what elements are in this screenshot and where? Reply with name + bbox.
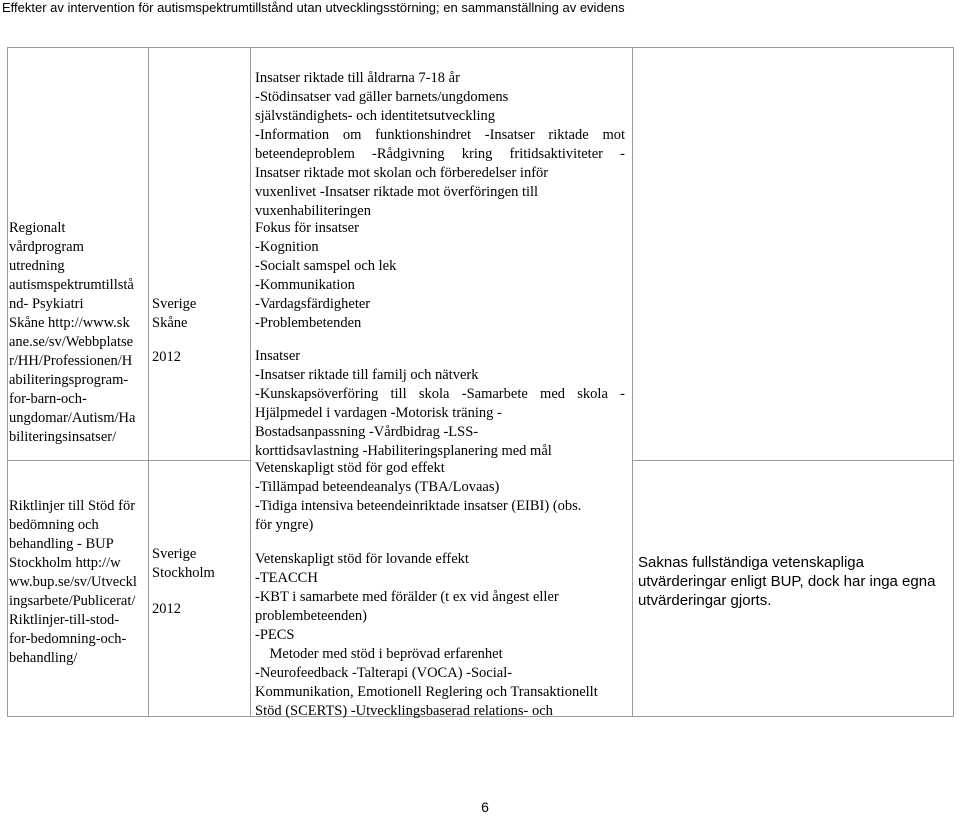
row1-source	[9, 219, 149, 447]
row1-source-line: for-barn-och-	[9, 391, 87, 407]
content-line: vuxenlivet -Insatser riktade mot överföringen till	[255, 184, 539, 200]
row2-source-line: ww.bup.se/sv/Utveckl	[9, 574, 137, 590]
row1-source-line: utredning	[9, 258, 65, 274]
content-line: -Kognition	[255, 239, 319, 255]
content-line: Insatser riktade mot skolan och förberedelser inför	[255, 165, 549, 181]
row1-source-line: Regionalt	[9, 220, 66, 236]
page-number: 6	[481, 799, 489, 815]
row2-source-line: Stockholm http://w	[9, 555, 121, 571]
content-line: -Problembetenden	[255, 315, 362, 331]
content-block-3	[255, 347, 625, 461]
content-line: -Vardagsfärdigheter	[255, 296, 371, 312]
content-block-2	[255, 219, 625, 333]
row1-source-line: r/HH/Professionen/H	[9, 353, 133, 369]
content-line: -Information om funktionshindret -Insatser riktade mot	[255, 127, 625, 143]
row2-source-line: for-bedomning-och-	[9, 631, 127, 647]
content-line: för yngre)	[255, 517, 314, 533]
row1-source-line: autismspektrumtillstå	[9, 277, 134, 293]
content-line: -Kommunikation	[255, 277, 355, 293]
row1-country	[152, 295, 196, 333]
content-line: -Insatser riktade till familj och nätverk	[255, 367, 479, 383]
row2-year: 2012	[152, 601, 181, 617]
row1-source-line: Skåne http://www.sk	[9, 315, 130, 331]
content-line: -Socialt samspel och lek	[255, 258, 397, 274]
row1-year: 2012	[152, 349, 181, 365]
content-line: Insatser riktade till åldrarna 7-18 år	[255, 70, 460, 86]
content-line: Vetenskapligt stöd för god effekt	[255, 460, 445, 476]
content-line: korttidsavlastning -Habiliteringsplanering med mål	[255, 443, 552, 459]
content-line: -Stödinsatser vad gäller barnets/ungdomens	[255, 89, 509, 105]
content-line: Fokus för insatser	[255, 220, 359, 236]
content-block-5	[255, 550, 625, 721]
content-line: Stöd (SCERTS) -Utvecklingsbaserad relations- och	[255, 703, 553, 719]
content-line: -PECS	[255, 627, 295, 643]
row1-source-line: vårdprogram	[9, 239, 84, 255]
row2-conclusion: Saknas fullständiga vetenskapliga utvärderingar enligt BUP, dock har inga egna utvärderingar gjorts.	[638, 554, 936, 609]
content-line: -Tillämpad beteendeanalys (TBA/Lovaas)	[255, 479, 500, 495]
row1-source-line: abiliteringsprogram-	[9, 372, 129, 388]
document-header-title: Effekter av intervention för autismspektrumtillstånd utan utvecklingsstörning; en sammanställning av evidens	[2, 0, 625, 15]
content-block-4	[255, 459, 625, 535]
content-line: Bostadsanpassning -Vårdbidrag -LSS-	[255, 424, 479, 440]
row1-source-line: ane.se/sv/Webbplatse	[9, 334, 134, 350]
content-line: -Neurofeedback -Talterapi (VOCA) -Social-	[255, 665, 513, 681]
row2-country-line: Sverige	[152, 546, 197, 562]
content-line: Insatser	[255, 348, 301, 364]
row2-source-line: Riktlinjer-till-stod-	[9, 612, 120, 628]
row2-country	[152, 545, 215, 583]
content-line: självständighets- och identitetsutveckling	[255, 108, 496, 124]
row1-source-line: biliteringsinsatser/	[9, 429, 117, 445]
content-line: beteendeproblem -Rådgivning kring fritidsaktiviteter -	[255, 146, 625, 162]
row2-source	[9, 497, 149, 668]
content-line: vuxenhabiliteringen	[255, 203, 371, 219]
row1-country-line: Sverige	[152, 296, 197, 312]
content-line: Hjälpmedel i vardagen -Motorisk träning -	[255, 405, 502, 421]
content-block-1	[255, 69, 625, 221]
row2-source-line: behandling/	[9, 650, 78, 666]
content-line: -TEACCH	[255, 570, 318, 586]
content-line: -Kunskapsöverföring till skola -Samarbete med skola -	[255, 386, 625, 402]
row2-source-line: bedömning och	[9, 517, 99, 533]
content-line: problembeteenden)	[255, 608, 367, 624]
row1-source-line: ungdomar/Autism/Ha	[9, 410, 136, 426]
row1-country-line: Skåne	[152, 315, 188, 331]
row2-source-line: ingsarbete/Publicerat/	[9, 593, 136, 609]
content-line: Kommunikation, Emotionell Reglering och Transaktionellt	[255, 684, 598, 700]
content-line: Vetenskapligt stöd för lovande effekt	[255, 551, 469, 567]
content-line: -KBT i samarbete med förälder (t ex vid ångest eller	[255, 589, 559, 605]
row1-source-line: nd- Psykiatri	[9, 296, 84, 312]
row2-source-line: behandling - BUP	[9, 536, 114, 552]
content-line: -Tidiga intensiva beteendeinriktade insatser (EIBI) (obs.	[255, 498, 582, 514]
content-line: Metoder med stöd i beprövad erfarenhet	[255, 646, 503, 662]
row2-source-line: Riktlinjer till Stöd för	[9, 498, 136, 514]
row2-country-line: Stockholm	[152, 565, 215, 581]
